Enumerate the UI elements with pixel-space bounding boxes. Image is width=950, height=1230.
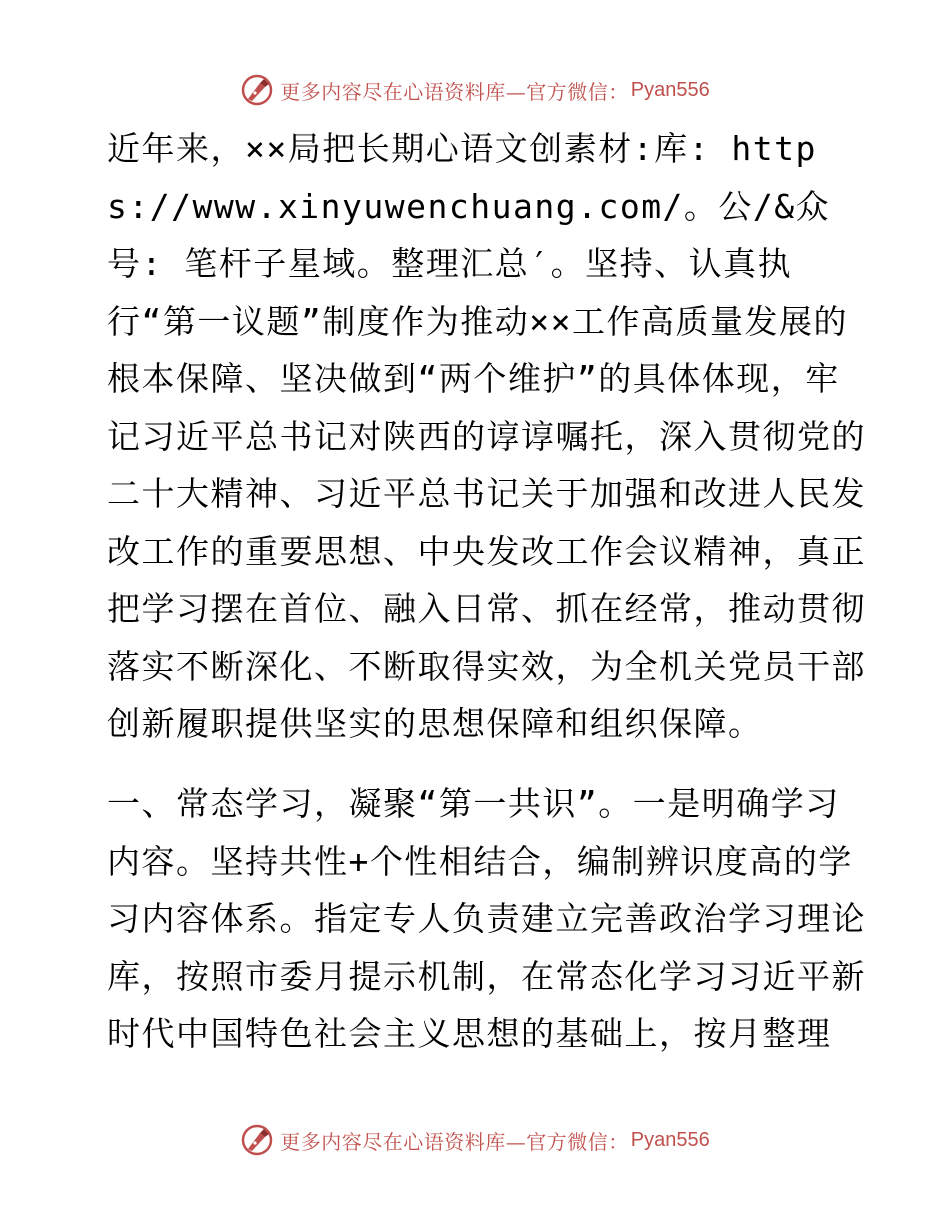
watermark-account: Pyan556 [630, 78, 710, 101]
pen-nib-logo-icon [240, 1123, 274, 1157]
watermark-text: 更多内容尽在心语资料库—官方微信： [280, 79, 629, 104]
body-paragraph-2: 一、常态学习，凝聚“第一共识”。一是明确学习内容。坚持共性+个性相结合，编制辨识度高的学习内容体系。指定专人负责建立完善政治学习理论库，按照市委月提示机制，在常态化学习习近平新时代中国特色社会主义思想的基础上，按月整理 [107, 784, 866, 1053]
watermark-banner-top [0, 70, 950, 110]
watermark-text: 更多内容尽在心语资料库—官方微信： [280, 1129, 629, 1154]
watermark-banner-bottom [0, 1120, 950, 1160]
watermark-account: Pyan556 [630, 1128, 710, 1151]
pen-nib-logo-icon [240, 73, 274, 107]
body-paragraph-1: 近年来，××局把长期心语文创素材:库: https://www.xinyuwenchuang.com/。公/&众号: 笔杆子星域。整理汇总′。坚持、认真执行“第一议题”制度作为推动××工作高质量发展的根本保障、坚决做到“两个维护”的具体体现，牢记习近平总书记对陕西的谆谆嘱托，深入贯彻党的二十大精神、习近平总书记关于加强和改进人民发改工作的重要思想、中央发改工作会议精神，真正把学习摆在首位、融入日常、抓在经常，推动贯彻落实不断深化、不断取得实效，为全机关党员干部创新履职提供坚实的思想保障和组织保障。 [107, 129, 866, 743]
